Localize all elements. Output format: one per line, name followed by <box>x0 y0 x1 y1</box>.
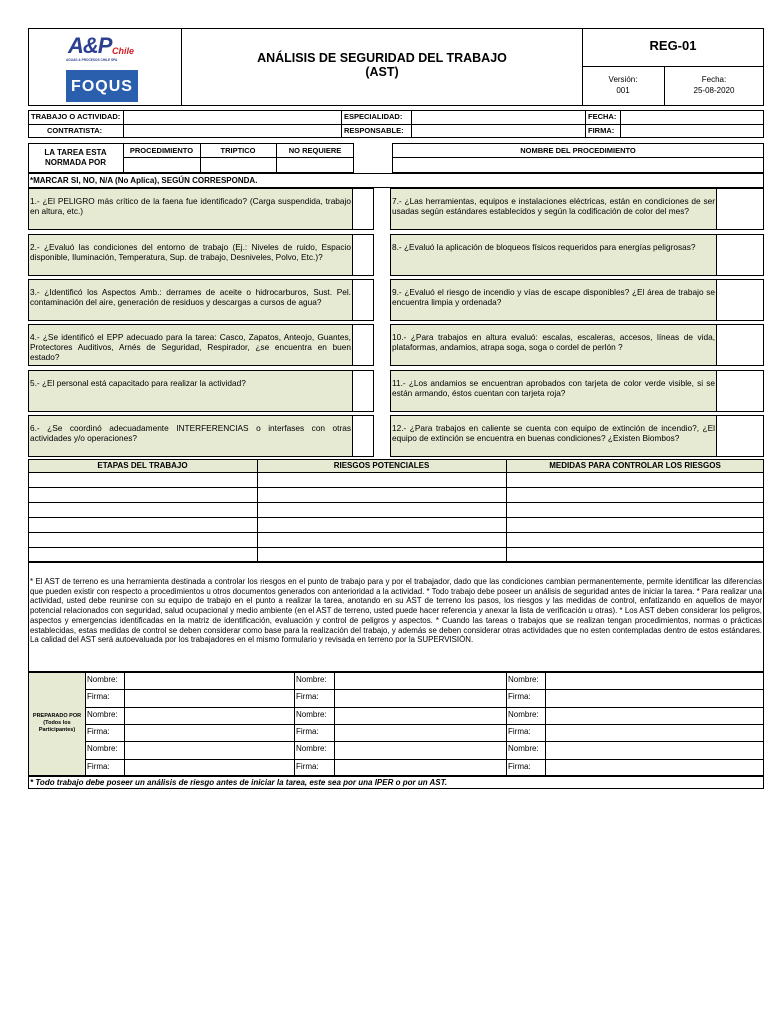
answer-box-right[interactable] <box>716 370 764 412</box>
sig-firma-field[interactable] <box>335 760 506 775</box>
nombre-procedimiento-label: NOMBRE DEL PROCEDIMIENTO <box>520 146 636 155</box>
sig-firma-field[interactable] <box>125 725 294 740</box>
answer-box-right[interactable] <box>716 324 764 366</box>
question-left: 1.- ¿El PELIGRO más crítico de la faena fue identificado? (Carga suspendida, trabajo en altura, etc.) <box>30 196 351 216</box>
footer-text: * Todo trabajo debe poseer un análisis de riesgo antes de iniciar la tarea, este sea por una IPER o por un AST. <box>30 778 448 787</box>
preparado-label: PREPARADO POR <box>32 713 82 719</box>
question-right: 9.- ¿Evaluó el riesgo de incendio y vías de escape disponibles? ¿El área de trabajo se encuentra limpia y ordenada? <box>392 287 715 307</box>
answer-box-right[interactable] <box>716 188 764 230</box>
answer-box-right[interactable] <box>716 234 764 276</box>
sig-nombre-field[interactable] <box>335 673 506 688</box>
firma-label: FIRMA: <box>588 126 615 135</box>
sig-nombre-field[interactable] <box>335 742 506 757</box>
sig-firma-label: Firma: <box>87 727 110 736</box>
sig-firma-field[interactable] <box>335 725 506 740</box>
trabajo-field[interactable] <box>124 111 340 123</box>
sig-nombre-field[interactable] <box>125 742 294 757</box>
answer-box-right[interactable] <box>716 415 764 457</box>
contratista-label: CONTRATISTA: <box>47 126 103 135</box>
triptico-checkbox[interactable] <box>201 158 275 172</box>
sig-nombre-field[interactable] <box>125 673 294 688</box>
no-requiere-label: NO REQUIERE <box>288 146 342 155</box>
answer-box-left[interactable] <box>352 370 374 412</box>
sig-nombre-field[interactable] <box>546 708 764 723</box>
firma-field[interactable] <box>621 125 763 137</box>
sig-nombre-label: Nombre: <box>296 710 327 719</box>
triptico-label: TRIPTICO <box>220 146 256 155</box>
sig-nombre-label: Nombre: <box>87 675 118 684</box>
normada-label-2: NORMADA POR <box>44 158 107 167</box>
sig-firma-label: Firma: <box>508 727 531 736</box>
sig-firma-field[interactable] <box>125 690 294 705</box>
sig-firma-field[interactable] <box>125 760 294 775</box>
especialidad-label: ESPECIALIDAD: <box>344 112 403 121</box>
contratista-field[interactable] <box>124 125 340 137</box>
question-right: 12.- ¿Para trabajos en caliente se cuenta con equipo de extinción de incendio?, ¿El equipo de extinción se encuentra en buenas condiciones? ¿Existen Biombos? <box>392 423 715 443</box>
question-right: 8.- ¿Evaluó la aplicación de bloqueos físicos requeridos para energías peligrosas? <box>392 242 696 252</box>
sig-nombre-label: Nombre: <box>508 675 539 684</box>
sig-firma-label: Firma: <box>296 727 319 736</box>
version-label: Versión: <box>608 75 638 84</box>
question-left: 5.- ¿El personal está capacitado para realizar la actividad? <box>30 378 246 388</box>
sig-firma-label: Firma: <box>508 762 531 771</box>
sig-nombre-field[interactable] <box>546 673 764 688</box>
form-code: REG-01 <box>649 38 697 53</box>
answer-box-left[interactable] <box>352 415 374 457</box>
form-title: ANÁLISIS DE SEGURIDAD DEL TRABAJO <box>257 51 507 65</box>
col-medidas: MEDIDAS PARA CONTROLAR LOS RIESGOS <box>549 461 721 470</box>
sig-nombre-field[interactable] <box>335 708 506 723</box>
foqus-logo: FOQUS <box>66 70 138 102</box>
question-left: 4.- ¿Se identificó el EPP adecuado para la tarea: Casco, Zapatos, Anteojo, Guantes, Protectores Auditivos, Arnés de Seguridad, Respirador, ¿se encuentra en buen estado? <box>30 332 351 362</box>
sig-nombre-label: Nombre: <box>296 744 327 753</box>
sig-firma-field[interactable] <box>335 690 506 705</box>
ap-chile-logo: A&P Chile AGUAS & PROCESOS CHILE SPA <box>66 33 135 62</box>
form-title-sub: (AST) <box>365 65 399 79</box>
question-right: 11.- ¿Los andamios se encuentran aprobados con tarjeta de color verde visible, si se están armando, éstos cuentan con tarjeta roja? <box>392 378 715 398</box>
sig-firma-label: Firma: <box>87 692 110 701</box>
sig-nombre-label: Nombre: <box>508 744 539 753</box>
sig-nombre-label: Nombre: <box>87 744 118 753</box>
answer-box-left[interactable] <box>352 279 374 321</box>
sig-firma-label: Firma: <box>87 762 110 771</box>
note-text: * El AST de terreno es una herramienta destinada a controlar los riesgos en el punto de trabajo para y por el trabajador, dado que las condiciones cambian permanentemente, permite identificar las diferencias que pueden existir con respecto a procedimientos u otros documentos generados con anterioridad a la actividad. * Todo trabajo debe poseer un análisis de seguridad antes de iniciar la tarea. * Para realizar una actividad, usted debe reunirse con su equipo de trabajo en el punto a realizar la tarea, anotando en su AST de terreno los pasos, los riesgos y las medidas de control, enfatizando en aquellos de mayor potencial relacionados con seguridad, salud ocupacional y medio ambiente (en el AST de terreno, usted puede hacer referencia y anexar la lista de verificación u otras). * Los AST deben considerar los peligros, aspectos y emergencias identificadas en la matriz de identificación, evaluación y control de peligros y aspectos. * Cuando las tareas o trabajos que se realizan tengan procedimientos, normas o prácticas establecidas, estas medidas de control se deben considerar como base para la realización del trabajo, y además se deben considerar otras actividades que no esten contempladas dentro de estos estándares. La calidad del AST será autoevaluada por los trabajadores en el mismo formulario y revisada en terreno por la SUPERVISIÓN. <box>30 577 762 645</box>
date-label: Fecha: <box>701 75 727 84</box>
question-left: 3.- ¿Identificó los Aspectos Amb.: derrames de aceite o hidrocarburos, Sust. Pel. contaminación del aire, generación de residuos y descargas a cursos de agua? <box>30 287 351 307</box>
sig-firma-field[interactable] <box>546 760 764 775</box>
sig-nombre-label: Nombre: <box>296 675 327 684</box>
especialidad-field[interactable] <box>412 111 584 123</box>
fecha-label: FECHA: <box>588 112 617 121</box>
sig-firma-field[interactable] <box>546 690 764 705</box>
col-riesgos: RIESGOS POTENCIALES <box>333 461 430 470</box>
question-left: 2.- ¿Evaluó las condiciones del entorno de trabajo (Ej.: Niveles de ruido, Espacio disponible, Iluminación, Temperatura, Sup. de trabajo, Desniveles, Polvo, Etc.)? <box>30 242 351 262</box>
sig-nombre-label: Nombre: <box>87 710 118 719</box>
question-left: 6.- ¿Se coordinó adecuadamente INTERFERENCIAS o interfases con otras actividades y/o operaciones? <box>30 423 351 443</box>
answer-box-left[interactable] <box>352 324 374 366</box>
col-etapas: ETAPAS DEL TRABAJO <box>97 461 188 470</box>
normada-label: LA TAREA ESTA <box>44 148 107 157</box>
instruction-text: *MARCAR SI, NO, N/A (No Aplica), SEGÚN CORRESPONDA. <box>30 176 258 185</box>
sig-firma-field[interactable] <box>546 725 764 740</box>
trabajo-label: TRABAJO O ACTIVIDAD: <box>31 112 121 121</box>
date-value: 25-08-2020 <box>693 86 735 95</box>
question-right: 7.- ¿Las herramientas, equipos e instalaciones eléctricas, están en condiciones de ser usadas según estándares establecidos y según la codificación de color del mes? <box>392 196 715 216</box>
answer-box-left[interactable] <box>352 234 374 276</box>
sig-nombre-label: Nombre: <box>508 710 539 719</box>
procedimiento-label: PROCEDIMIENTO <box>129 146 194 155</box>
sig-firma-label: Firma: <box>296 692 319 701</box>
preparado-label-3: Participantes) <box>38 727 76 733</box>
sig-firma-label: Firma: <box>508 692 531 701</box>
responsable-field[interactable] <box>412 125 584 137</box>
nombre-procedimiento-field[interactable] <box>393 158 763 172</box>
question-right: 10.- ¿Para trabajos en altura evaluó: escalas, escaleras, accesos, líneas de vida, plataformas, andamios, atrapa soga, soga o cordel de perlón ? <box>392 332 715 352</box>
procedimiento-checkbox[interactable] <box>124 158 199 172</box>
no-requiere-checkbox[interactable] <box>277 158 353 172</box>
sig-nombre-field[interactable] <box>125 708 294 723</box>
sig-nombre-field[interactable] <box>546 742 764 757</box>
answer-box-left[interactable] <box>352 188 374 230</box>
fecha-field[interactable] <box>621 111 763 123</box>
preparado-label-2: (Todos los <box>43 720 71 726</box>
sig-firma-label: Firma: <box>296 762 319 771</box>
answer-box-right[interactable] <box>716 279 764 321</box>
version-value: 001 <box>616 86 630 95</box>
responsable-label: RESPONSABLE: <box>344 126 404 135</box>
